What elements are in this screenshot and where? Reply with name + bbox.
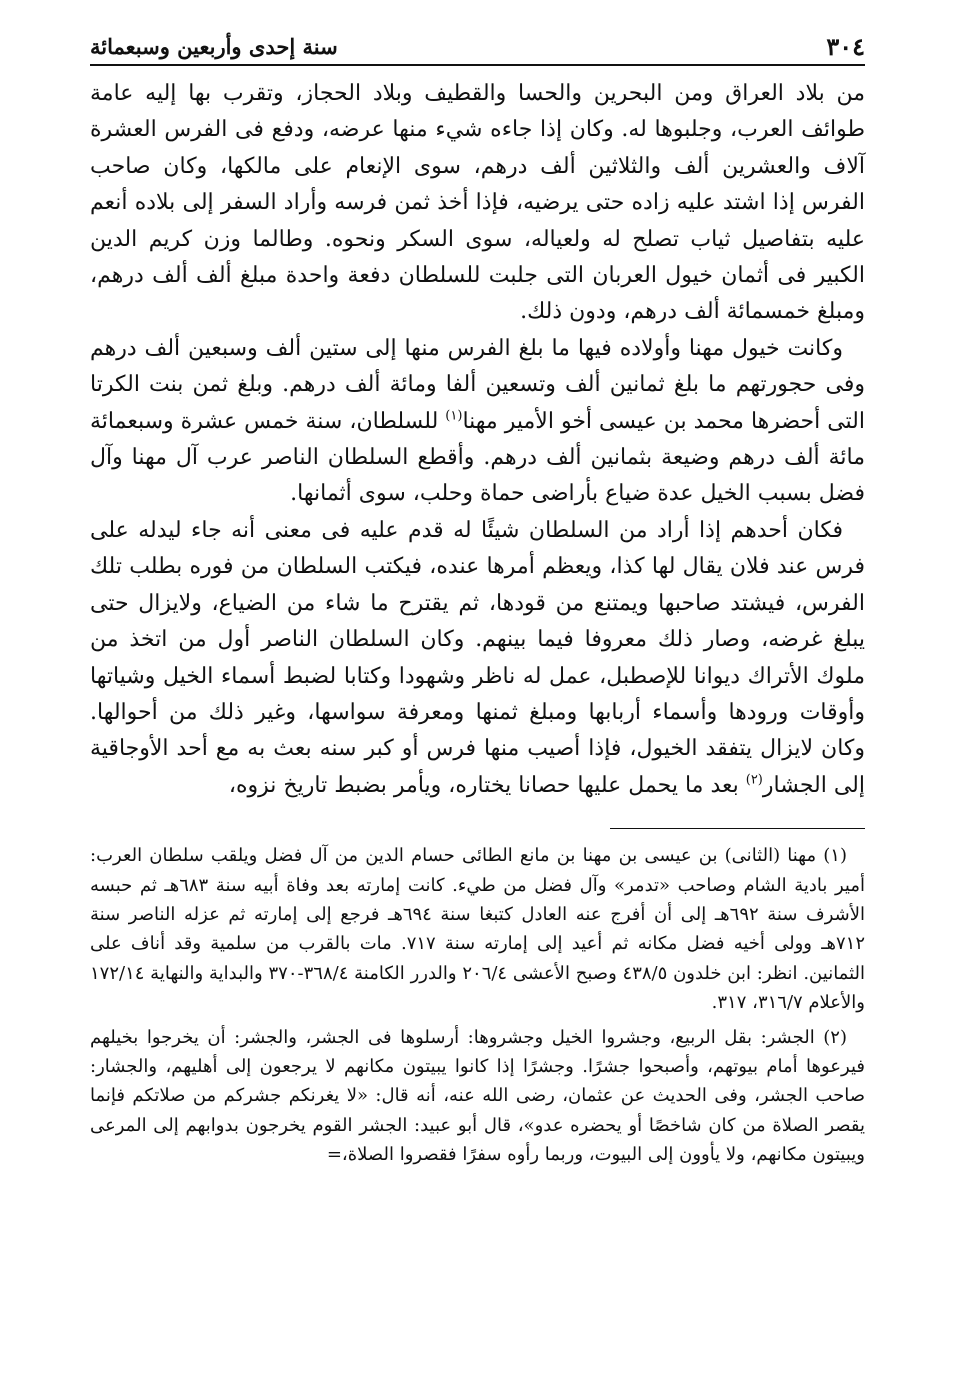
paragraph-1: من بلاد العراق ومن البحرين والحسا والقطيف وبلاد الحجاز، وتقرب بها إليه عامة طوائف العرب، وجلبوها له. وكان إذا جاءه شيء منها عرضه، ودفع فى الفرس العشرة آلاف والعشرين ألف والثلاثين ألف درهم، سوى الإنعام على مالكها، وكان صاحب الفرس إذا اشتد عليه زاده حتى يرضيه، فإذا أخذ ثمن فرسه وأراد السفر إلى بلاده أنعم عليه بتفاصيل ثياب تصلح له ولعياله، سوى السكر ونحوه. وطالما وزن كريم الدين الكبير فى أثمان خيول العربان التى جلبت للسلطان دفعة واحدة مبلغ ألف ألف درهم، ومبلغ خمسمائة ألف درهم، ودون ذلك.	[90, 81, 865, 325]
book-page	[90, 28, 865, 1358]
footnote-2: (٢) الجشر: بقل الربيع، وجشروا الخيل وجشروها: أرسلوها فى الجشر، والجشر: أن يخرجوا بخيلهم فيرعوها أمام بيوتهم، وأصبحوا جشرًا. وجشرًا إذا كانوا يبيتون مكانهم لا يرجعون إلى أهليهم، والجشار: صاحب الجشر، وفى الحديث عن عثمان، رضى الله عنه، أنه قال: «لا يغرنكم جشركم من صلاتكم فإنما يقصر الصلاة من كان شاخصًا أو يحضره عدو»، قال أبو عبيد: الجشر القوم يخرجون بدوابهم إلى المرعى ويبيتون مكانهم، ولا يأوون إلى البيوت، وربما رأوه سفرًا فقصروا الصلاة،=	[90, 1026, 865, 1166]
footnote-separator	[610, 828, 865, 829]
footnote-1: (١) مهنا (الثانى) بن عيسى بن مهنا بن مانع الطائى حسام الدين من آل فضل ويلقب سلطان العرب: أمير بادية الشام وصاحب «تدمر» وآل فضل من طيء. كانت إمارته بعد وفاة أبيه سنة ٦٨٣هـ ثم حبسه الأشرف سنة ٦٩٢هـ إلى أن أفرج عنه العادل كتبغا سنة ٦٩٤هـ فرجع إلى إمارته ثم عزله الناصر سنة ٧١٢هـ وولى أخيه فضل مكانه ثم أعيد إلى إمارته سنة ٧١٧. مات بالقرب من سلمية وقد أناف على الثمانين. انظر: ابن خلدون ٤٣٨/٥ وصبح الأعشى ٢٠٦/٤ والدرر الكامنة ٣٦٨/٤-٣٧٠ والبداية والنهاية ١٧٢/١٤ والأعلام ٣١٦/٧، ٣١٧.	[90, 845, 866, 1014]
page-header	[90, 28, 865, 66]
running-title: سنة إحدى وأربعين وسبعمائة	[90, 33, 338, 59]
footnote-ref-1: (١)	[445, 408, 463, 424]
paragraph-3-part-1: فكان أحدهم إذا أراد من السلطان شيئًا له قدم عليه فى معنى أنه جاء ليدله على فرس عند فلان يقال لها كذا، ويعظم أمرها عنده، فيكتب السلطان من فوره بطلب تلك الفرس، فيشتد صاحبها ويمتنع من قودها، ثم يقترح ما شاء من الضياع، ولايزال حتى يبلغ غرضه، وصار ذلك معروفا فيما بينهم. وكان السلطان الناصر أول من اتخذ من ملوك الأتراك ديوانا للإصطبل، عمل له ناظر وشهودا وكتابا لضبط أسماء الخيل وشياتها وأوقات ورودها وأسماء أربابها ومبلغ ثمنها ومعرفة سواسها، وغير ذلك من أحوالها. وكان لايزال يتفقد الخيول، فإذا أصيب منها فرس أو كبر سنه بعث به مع أحد الأوجاقية إلى الجشار	[90, 517, 865, 798]
paragraph-2-part-2: للسلطان، سنة خمس عشرة وسبعمائة مائة ألف درهم وضيعة بثمانين ألف درهم. وأقطع السلطان الناصر عرب آل مهنا وآل فضل بسبب الخيل عدة ضياع بأراضى حماة وحلب، سوى أثمانها.	[90, 408, 865, 507]
paragraph-3-part-2: بعد ما يحمل عليها حصانا يختاره، ويأمر بضبط تاريخ نزوه،	[228, 772, 746, 798]
main-text	[90, 76, 865, 804]
paragraph-3	[90, 513, 865, 804]
paragraph-2	[90, 331, 865, 513]
footnote-ref-2: (٢)	[745, 772, 763, 788]
footnotes	[90, 841, 865, 1169]
page-number: ٣٠٤	[826, 31, 865, 61]
paragraph-2-part-1: وكانت خيول مهنا وأولاده فيها ما بلغ الفرس منها إلى ستين ألف وسبعين ألف درهم وفى حجورتهم ما بلغ ثمانين ألف وتسعين ألفا ومائة ألف درهم. وبلغ ثمن بنت الكرتا التى أحضرها محمد بن عيسى أخو الأمير مهنا	[90, 335, 865, 434]
